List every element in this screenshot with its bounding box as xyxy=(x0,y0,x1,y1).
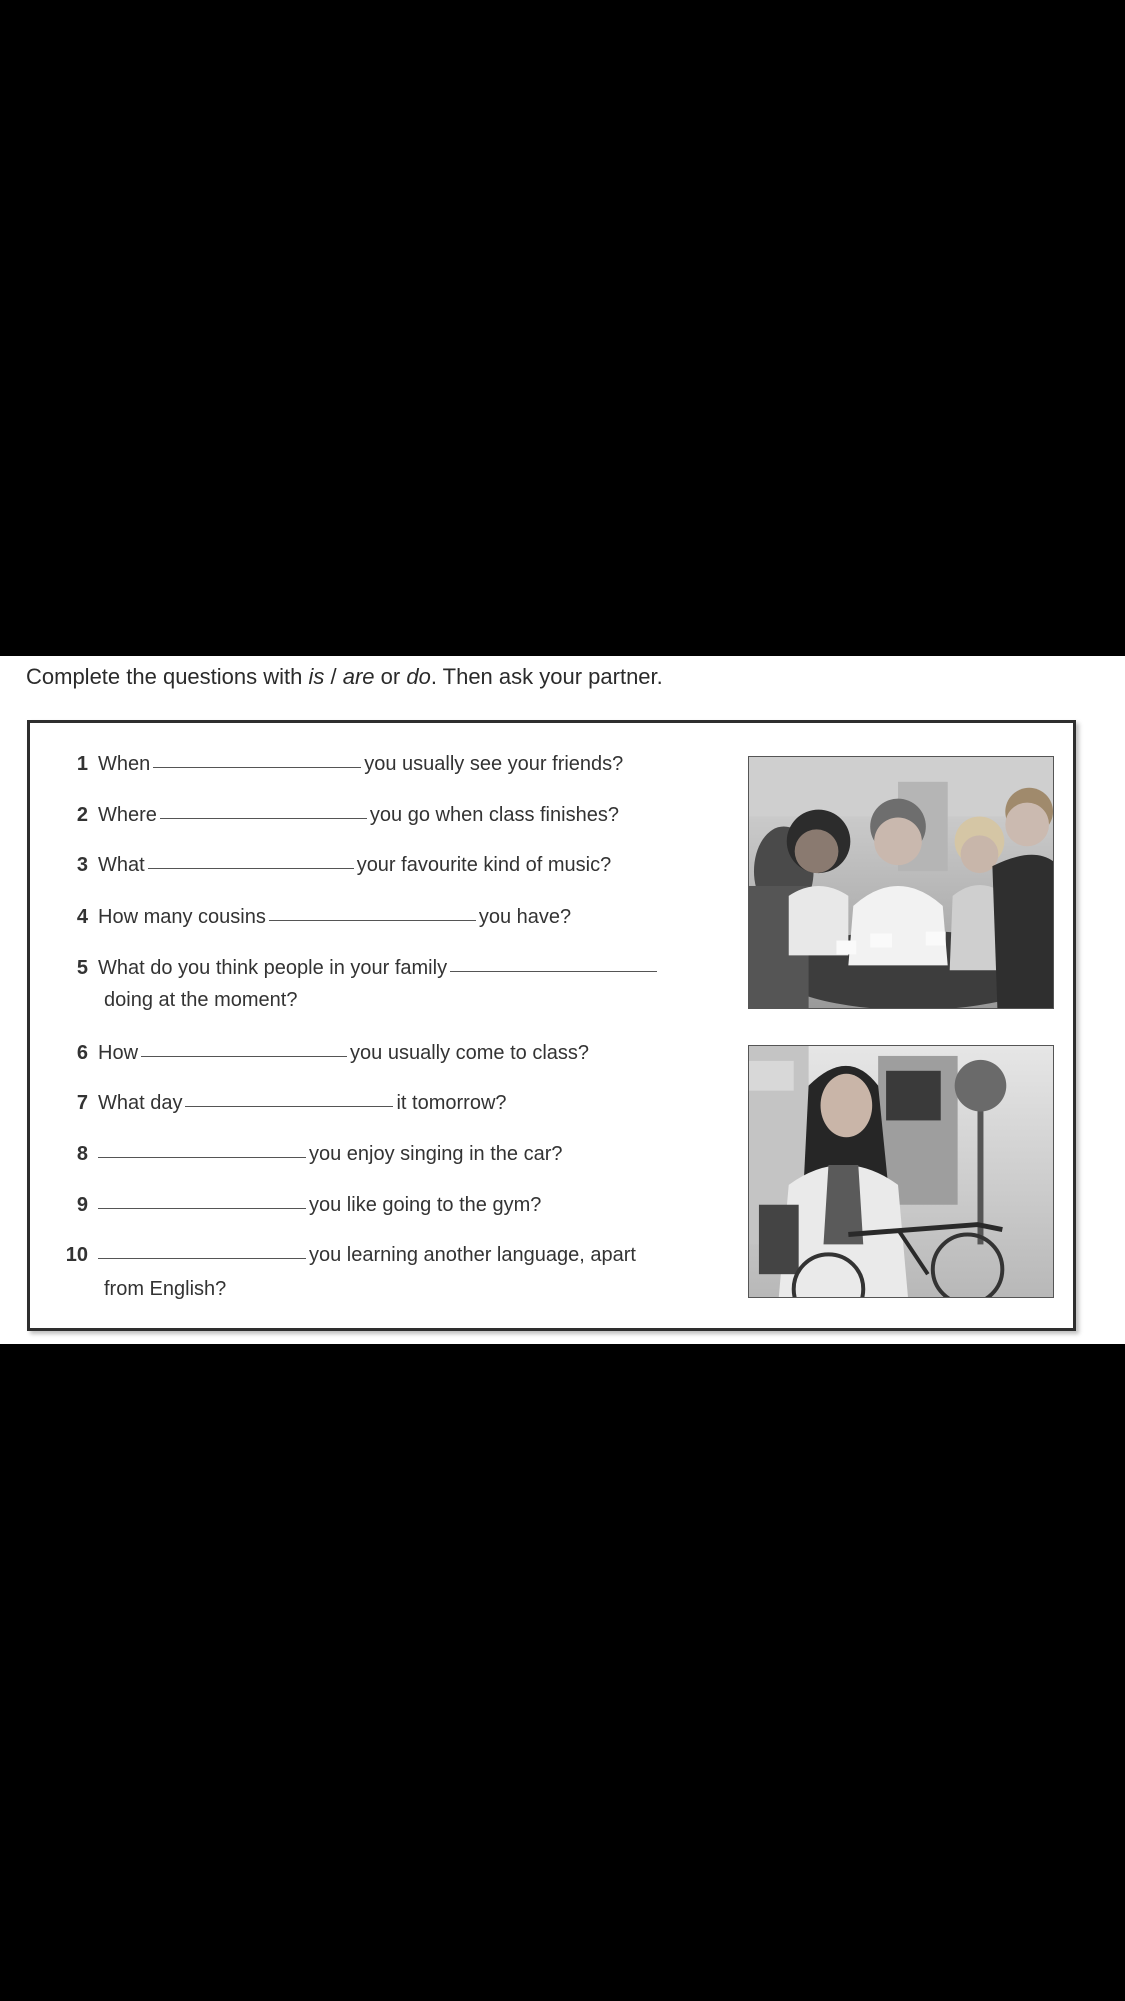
answer-blank[interactable] xyxy=(141,1056,347,1057)
worksheet-page xyxy=(0,656,1125,1344)
answer-blank[interactable] xyxy=(148,868,354,869)
answer-blank[interactable] xyxy=(450,971,657,972)
answer-blank[interactable] xyxy=(160,818,367,819)
answer-blank[interactable] xyxy=(98,1157,306,1158)
answer-blank[interactable] xyxy=(185,1106,393,1107)
instruction-text: Complete the questions with is / are or do. Then ask your partner. xyxy=(26,664,663,689)
answer-blank[interactable] xyxy=(269,920,476,921)
answer-blank[interactable] xyxy=(98,1258,306,1259)
girl-bicycle-photo xyxy=(748,1045,1054,1298)
answer-blank[interactable] xyxy=(153,767,361,768)
exercise-box: 1 When you usually see your friends? 2 Where you go when class finishes? 3 What your favourite kind of music? 4 How many cousins you have? 5 What do you think people in your family doing at the moment? 6 How you usually come to class? 7 What day it tomorrow? 8 you enjoy singing in the car? 9 you like going to the gym? 10 you learning another language, apart from English? xyxy=(27,720,1076,1331)
answer-blank[interactable] xyxy=(98,1208,306,1209)
friends-cafe-photo xyxy=(748,756,1054,1009)
